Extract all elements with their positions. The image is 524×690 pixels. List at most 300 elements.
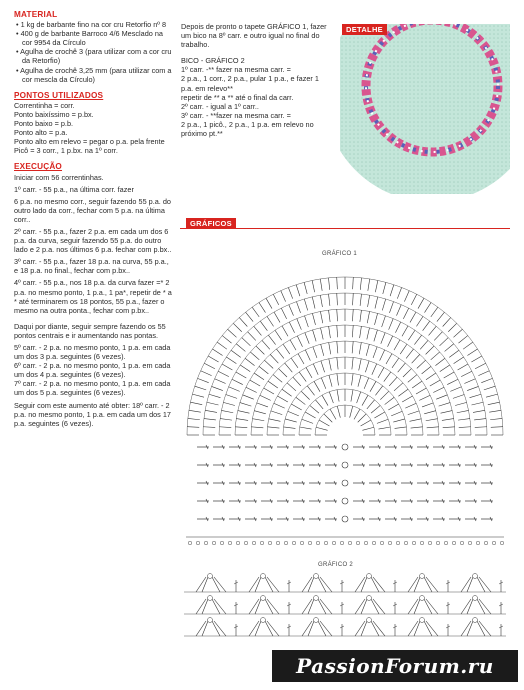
chain-mark xyxy=(212,541,216,545)
middle-column xyxy=(181,22,331,138)
shell-mark xyxy=(196,599,226,614)
stitch-mark xyxy=(367,400,375,409)
stitch-mark xyxy=(204,419,216,420)
picot-mark xyxy=(261,574,266,579)
stitch-mark xyxy=(322,395,328,405)
stitch-mark xyxy=(442,419,454,421)
stitch-mark xyxy=(296,397,306,404)
stitch-mark xyxy=(222,336,231,344)
stitch-mark xyxy=(443,427,455,428)
stitch-mark xyxy=(313,330,317,341)
stitch-mark xyxy=(397,287,401,298)
stitch-mark xyxy=(391,411,402,416)
stitch-mark xyxy=(197,378,208,382)
shell-mark xyxy=(461,621,491,636)
stitch-mark xyxy=(337,374,339,386)
stitch-mark xyxy=(458,419,470,421)
stitch-mark xyxy=(297,319,302,330)
stitch-mark xyxy=(383,282,386,294)
stitch-mark xyxy=(203,427,215,428)
stitch-mark xyxy=(220,419,232,421)
stitch-mark xyxy=(429,326,437,335)
stitch-mark xyxy=(274,312,280,322)
stitch-mark xyxy=(274,403,285,408)
stitch-mark xyxy=(392,358,399,368)
stitch-mark xyxy=(370,381,376,391)
stitch-mark xyxy=(337,341,338,353)
stitch-mark xyxy=(367,311,369,323)
chain-mark xyxy=(308,541,312,545)
stitch-mark xyxy=(284,427,296,429)
stitch-mark xyxy=(360,294,361,306)
stitch-mark xyxy=(358,414,366,422)
shell-mark xyxy=(461,599,491,614)
stitch-mark xyxy=(229,387,240,392)
stitch-mark xyxy=(321,344,324,356)
stitch-mark xyxy=(354,409,360,419)
stitch-mark xyxy=(411,427,423,428)
stitch-mark xyxy=(402,396,412,402)
pontos-line: Ponto baixíssimo = p.bx. xyxy=(14,109,94,119)
stitch-mark xyxy=(375,297,378,309)
stitch-mark xyxy=(411,294,416,305)
chain-mark xyxy=(244,541,248,545)
stitch-mark xyxy=(398,363,406,372)
stitch-mark xyxy=(481,378,492,382)
stitch-mark xyxy=(353,293,354,305)
stitch-mark xyxy=(352,325,353,337)
stitch-mark xyxy=(212,386,223,390)
material-item: • Agulha de crochê 3,25 mm (para utilizar com a cor mescla da Círculo) xyxy=(16,65,172,84)
stitch-mark xyxy=(389,302,393,313)
stitch-mark xyxy=(371,405,380,413)
shell-mark xyxy=(355,577,385,592)
stitch-mark xyxy=(254,373,264,380)
stitch-mark xyxy=(471,402,483,405)
pontos-line: Correntinha = corr. xyxy=(14,100,75,110)
chain-mark xyxy=(412,541,416,545)
stitch-mark xyxy=(436,395,447,399)
chain-mark xyxy=(404,541,408,545)
shell-mark xyxy=(249,599,279,614)
stitch-mark xyxy=(423,321,430,331)
stitch-mark xyxy=(398,389,408,396)
stitch-mark xyxy=(324,414,332,422)
stitch-mark xyxy=(455,402,467,405)
stitch-mark xyxy=(425,302,432,312)
stitch-mark xyxy=(419,395,430,400)
stitch-mark xyxy=(248,332,256,341)
stitch-mark xyxy=(388,336,393,347)
stitch-mark xyxy=(396,305,401,316)
material-item: • 400 g de barbante Barroco 4/6 Mesclado na cor 9954 da Círculo xyxy=(16,29,163,48)
stitch-mark xyxy=(267,427,279,428)
stitch-mark xyxy=(470,394,481,397)
stitch-mark xyxy=(240,403,251,407)
stitch-mark xyxy=(473,410,485,412)
stitch-mark xyxy=(221,410,233,412)
stitch-mark xyxy=(337,357,338,369)
stitch-mark xyxy=(458,364,468,370)
stitch-mark xyxy=(408,330,415,340)
stitch-mark xyxy=(264,388,274,394)
chain-mark xyxy=(188,541,192,545)
picot-mark xyxy=(420,596,425,601)
stitch-mark xyxy=(368,295,370,307)
stitch-mark xyxy=(385,397,395,404)
stitch-mark xyxy=(402,326,408,336)
stitch-mark xyxy=(447,379,458,384)
chain-mark xyxy=(396,541,400,545)
stitch-mark xyxy=(305,350,310,361)
stitch-mark xyxy=(231,350,241,357)
picot-mark xyxy=(473,596,478,601)
stitch-mark xyxy=(298,354,304,364)
stitch-mark xyxy=(321,361,325,372)
stitch-mark xyxy=(240,365,250,372)
stitch-mark xyxy=(262,340,270,349)
stitch-mark xyxy=(352,374,354,386)
chain-mark xyxy=(436,541,440,545)
stitch-mark xyxy=(394,383,403,391)
stitch-mark xyxy=(395,322,400,333)
picot-mark xyxy=(473,618,478,623)
stitch-mark xyxy=(259,302,266,312)
stitch-mark xyxy=(486,394,498,397)
pontos-line: Ponto alto = p.a. xyxy=(14,128,68,138)
stitch-mark xyxy=(330,409,336,419)
stitch-mark xyxy=(400,344,407,354)
stitch-mark xyxy=(459,427,471,428)
stitch-mark xyxy=(329,310,331,322)
stitch-mark xyxy=(491,427,503,428)
chain-mark xyxy=(388,541,392,545)
stitch-mark xyxy=(277,396,287,402)
stitch-mark xyxy=(319,420,329,426)
bico-line: repetir de ** a ** até o final da carr. xyxy=(181,92,294,102)
stitch-mark xyxy=(281,308,286,319)
stitch-mark xyxy=(204,363,215,368)
chain-mark xyxy=(340,541,344,545)
stitch-mark xyxy=(464,379,475,384)
stitch-mark xyxy=(424,411,436,414)
stitch-mark xyxy=(360,278,361,290)
shell-mark xyxy=(302,599,332,614)
stitch-mark xyxy=(457,410,469,412)
stitch-mark xyxy=(300,427,312,429)
stitch-mark xyxy=(390,285,394,296)
watermark-logo: PassionForum.ru xyxy=(272,650,518,682)
stitch-mark xyxy=(362,427,374,430)
stitch-mark xyxy=(484,386,495,390)
stitch-mark xyxy=(382,316,386,327)
stitch-mark xyxy=(337,309,338,321)
stitch-mark xyxy=(374,412,384,418)
stitch-mark xyxy=(254,411,266,414)
stitch-mark xyxy=(426,346,434,354)
stitch-mark xyxy=(297,336,302,347)
stitch-mark xyxy=(329,342,331,354)
stitch-mark xyxy=(388,404,398,410)
stitch-mark xyxy=(463,342,473,349)
stitch-mark xyxy=(404,291,409,302)
execucao-intro: Iniciar com 56 correntinhas. xyxy=(14,172,104,182)
stitch-mark xyxy=(329,375,332,387)
chain-mark xyxy=(196,541,200,545)
stitch-mark xyxy=(313,347,317,358)
bico-line: 3º carr. - **fazer na mesma carr. = xyxy=(181,110,291,120)
chain-mark xyxy=(292,541,296,545)
stitch-mark xyxy=(291,358,298,368)
stitch-mark xyxy=(380,350,385,361)
chain-mark xyxy=(260,541,264,545)
picot-mark xyxy=(473,574,478,579)
stitch-mark xyxy=(414,335,421,345)
stitch-mark xyxy=(218,371,229,376)
stitch-mark xyxy=(312,280,314,292)
stitch-mark xyxy=(441,411,453,414)
stitch-mark xyxy=(408,411,419,415)
stitch-mark xyxy=(382,299,385,310)
shell-mark xyxy=(196,577,226,592)
stitch-mark xyxy=(427,427,439,428)
stitch-mark xyxy=(245,358,255,365)
execucao-step: 5º carr. - 2 p.a. no mesmo ponto, 1 p.a. em cada um dos 3 p.a. seguintes (6 vezes). xyxy=(14,343,171,362)
stitch-mark xyxy=(471,356,481,362)
chain-mark xyxy=(220,541,224,545)
stitch-mark xyxy=(474,419,486,420)
stitch-mark xyxy=(350,406,353,418)
chain-mark xyxy=(342,516,348,522)
stitch-mark xyxy=(260,321,267,331)
stitch-mark xyxy=(386,354,392,364)
stitch-mark xyxy=(267,316,274,326)
bico-line: 2º carr. - igual a 1º carr.. xyxy=(181,101,259,111)
stitch-mark xyxy=(378,367,384,377)
stitch-mark xyxy=(418,298,424,308)
execucao-step: 6 p.a. no mesmo corr., seguir fazendo 55 p.a. do outro lado da corr., fechar com 5 p.a. na última corr.. xyxy=(14,196,171,224)
stitch-mark xyxy=(250,352,259,360)
stitch-mark xyxy=(440,338,449,346)
stitch-mark xyxy=(205,410,217,412)
stitch-mark xyxy=(252,419,264,421)
stitch-mark xyxy=(416,316,423,326)
chain-mark xyxy=(492,541,496,545)
shell-mark xyxy=(408,599,438,614)
stitch-mark xyxy=(270,354,278,363)
shell-mark xyxy=(461,577,491,592)
stitch-mark xyxy=(285,363,293,372)
stitch-mark xyxy=(368,279,370,291)
stitch-mark xyxy=(478,371,489,376)
stitch-mark xyxy=(321,378,326,389)
stitch-mark xyxy=(288,411,299,416)
shell-mark xyxy=(355,621,385,636)
stitch-mark xyxy=(337,293,338,305)
stitch-mark xyxy=(290,340,296,350)
stitch-mark xyxy=(449,350,459,357)
stitch-mark xyxy=(219,427,231,428)
stitch-mark xyxy=(301,391,309,399)
stitch-mark xyxy=(381,333,385,344)
stitch-mark xyxy=(417,360,426,368)
stitch-mark xyxy=(273,375,282,383)
execucao-step: Daqui por diante, seguir sempre fazendo os 55 pontos centrais e ir aumentando nas pontas. xyxy=(14,321,166,340)
stitch-mark xyxy=(422,366,431,373)
stitch-mark xyxy=(410,312,416,322)
stitch-mark xyxy=(454,357,464,364)
chain-mark xyxy=(356,541,360,545)
stitch-mark xyxy=(273,294,278,305)
stitch-mark xyxy=(306,367,312,377)
stitch-mark xyxy=(315,400,323,409)
stitch-mark xyxy=(256,346,264,354)
stitch-mark xyxy=(375,280,377,292)
stitch-mark xyxy=(353,277,354,289)
stitch-mark xyxy=(250,380,260,386)
chain-mark xyxy=(342,462,348,468)
stitch-mark xyxy=(215,379,226,384)
chain-mark xyxy=(348,541,352,545)
stitch-mark xyxy=(328,278,329,290)
stitch-mark xyxy=(192,394,204,397)
stitch-mark xyxy=(393,419,405,422)
stitch-mark xyxy=(490,418,502,419)
chain-mark xyxy=(500,541,504,545)
stitch-mark xyxy=(209,394,220,397)
stitch-mark xyxy=(448,323,456,331)
stitch-mark xyxy=(257,403,268,407)
pontos-line: Picô = 3 corr., 1 p.bx. na 1º corr. xyxy=(14,146,118,156)
stitch-mark xyxy=(416,388,426,394)
execucao-step: 6º carr. - 2 p.a. no mesmo ponto, 1 p.a. em cada um dos 4 p.a. seguintes (6 vezes). xyxy=(14,361,171,380)
stitch-mark xyxy=(458,336,467,344)
chain-mark xyxy=(372,541,376,545)
stitch-mark xyxy=(374,330,378,341)
picot-mark xyxy=(208,596,213,601)
stitch-mark xyxy=(489,410,501,412)
stitch-mark xyxy=(307,386,314,396)
chain-mark xyxy=(420,541,424,545)
stitch-mark xyxy=(443,318,451,327)
stitch-mark xyxy=(380,391,388,399)
stitch-mark xyxy=(453,394,464,398)
stitch-mark xyxy=(314,381,320,391)
stitch-mark xyxy=(410,419,422,421)
bico-line: 1º carr. -** fazer na mesma carr. = xyxy=(181,65,291,75)
stitch-mark xyxy=(408,375,417,383)
grafico1-label: GRÁFICO 1 xyxy=(322,251,358,257)
material-item: • Agulha de crochê 3 (para utilizar com a cor cru da Retorfio) xyxy=(16,47,172,66)
stitch-mark xyxy=(403,308,408,319)
stitch-mark xyxy=(352,309,353,321)
picot-mark xyxy=(367,596,372,601)
stitch-mark xyxy=(264,360,273,368)
stitch-mark xyxy=(365,361,369,372)
stitch-mark xyxy=(235,427,247,428)
stitch-mark xyxy=(352,357,353,369)
stitch-mark xyxy=(366,344,369,356)
stitch-mark xyxy=(389,319,394,330)
material-title: MATERIAL xyxy=(14,10,58,19)
picot-mark xyxy=(314,574,319,579)
stitch-mark xyxy=(243,395,254,399)
stitch-mark xyxy=(195,386,206,390)
stitch-mark xyxy=(359,359,361,371)
stitch-mark xyxy=(187,427,199,428)
stitch-mark xyxy=(254,326,262,335)
stitch-mark xyxy=(488,402,500,404)
stitch-mark xyxy=(329,294,330,306)
stitch-mark xyxy=(434,332,442,341)
stitch-mark xyxy=(276,349,283,358)
picot-mark xyxy=(420,574,425,579)
stitch-mark xyxy=(364,378,369,389)
stitch-mark xyxy=(431,352,440,360)
stitch-mark xyxy=(293,377,301,386)
stitch-mark xyxy=(283,344,290,354)
stitch-mark xyxy=(275,330,282,340)
chain-mark xyxy=(204,541,208,545)
stitch-mark xyxy=(329,359,331,371)
stitch-mark xyxy=(394,340,400,350)
shell-mark xyxy=(408,621,438,636)
stitch-mark xyxy=(406,349,413,358)
stitch-mark xyxy=(246,387,257,392)
stitch-mark xyxy=(190,402,202,404)
graficos-tag: GRÁFICOS xyxy=(186,218,236,229)
shell-mark xyxy=(302,621,332,636)
grafico2-label: GRÁFICO 2 xyxy=(318,562,354,568)
chain-mark xyxy=(428,541,432,545)
shell-mark xyxy=(408,577,438,592)
stitch-mark xyxy=(426,373,436,380)
execucao-step: 3º carr. - 55 p.a., fazer 18 p.a. na curva, 55 p.a., e 18 p.a. no final., fechar com p.bx.. xyxy=(14,257,169,276)
stitch-mark xyxy=(287,383,296,391)
stitch-mark xyxy=(266,298,272,308)
stitch-mark xyxy=(233,323,241,331)
stitch-mark xyxy=(251,427,263,428)
stitch-mark xyxy=(222,364,232,370)
stitch-mark xyxy=(208,356,218,362)
stitch-mark xyxy=(289,305,294,316)
stitch-mark xyxy=(232,379,243,384)
picot-mark xyxy=(208,574,213,579)
stitch-mark xyxy=(377,419,388,423)
stitch-mark xyxy=(426,419,438,421)
stitch-mark xyxy=(431,307,438,317)
stitch-mark xyxy=(217,342,227,349)
material-item: • 1 kg de barbante fino na cor cru Retorfio nº 8 xyxy=(16,20,167,30)
stitch-mark xyxy=(299,372,306,382)
picot-mark xyxy=(314,618,319,623)
stitch-mark xyxy=(279,369,287,377)
stitch-mark xyxy=(305,412,315,418)
chain-mark xyxy=(332,541,336,545)
stitch-mark xyxy=(359,342,361,354)
stitch-mark xyxy=(378,427,390,429)
stitch-mark xyxy=(188,418,200,419)
chain-mark xyxy=(380,541,384,545)
stitch-mark xyxy=(420,340,428,349)
stitch-mark xyxy=(352,341,353,353)
stitch-mark xyxy=(271,411,282,415)
chain-mark xyxy=(444,541,448,545)
stitch-mark xyxy=(360,326,362,338)
picot-mark xyxy=(367,618,372,623)
chain-mark xyxy=(342,444,348,450)
stitch-mark xyxy=(201,371,212,376)
